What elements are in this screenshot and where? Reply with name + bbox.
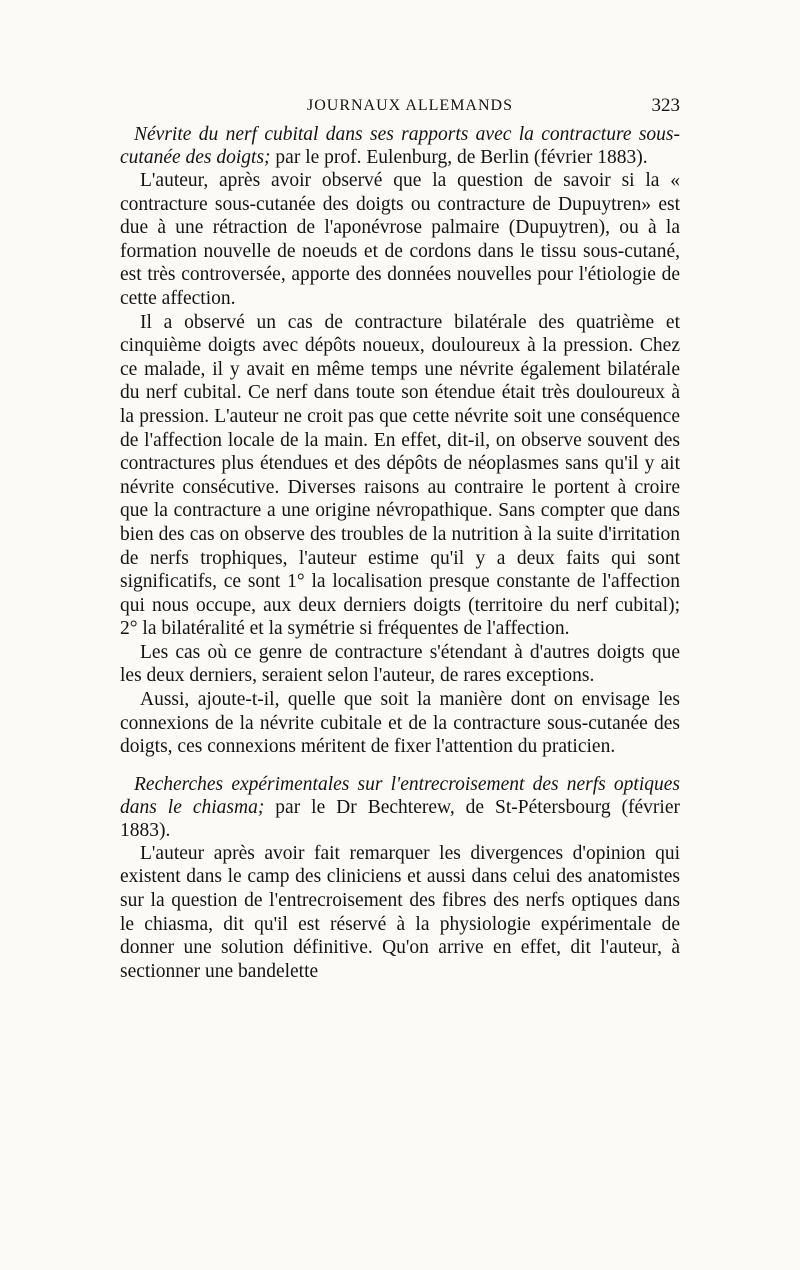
paragraph: Aussi, ajoute-t-il, quelle que soit la manière dont on envisage les connexions de la névrite cubitale et de la contracture sous-cutanée des doigts, ces connexions méritent de fixer l'attention du praticien.: [120, 689, 680, 758]
paragraph: L'auteur, après avoir observé que la question de savoir si la « contracture sous-cutanée des doigts ou contracture de Dupuytren» est due à une rétraction de l'aponévrose palmaire (Dupuytren), ou à la formation nouvelle de noeuds et de cordons dans le tissu sous-cutané, est très controversée, apporte des données nouvelles pour l'étiologie de cette affection.: [120, 170, 680, 309]
article-bechterew: [120, 773, 680, 984]
running-head: [120, 95, 680, 123]
paragraph: Les cas où ce genre de contracture s'étendant à d'autres doigts que les deux derniers, seraient selon l'auteur, de rares exceptions.: [120, 641, 680, 687]
article-title: [120, 773, 680, 842]
article-title-byline: par le prof. Eulenburg, de Berlin (février 1883).: [270, 147, 648, 168]
document-page: [120, 95, 680, 983]
article-title-byline: par le Dr Bechterew, de St-Pétersbourg (février 1883).: [120, 796, 680, 841]
paragraph: Il a observé un cas de contracture bilatérale des quatrième et cinquième doigts avec dépôts noueux, douloureux à la pression. Chez ce malade, il y avait en même temps une névrite également bilatérale du nerf cubital. Ce nerf dans toute son étendue était très douloureux à la pression. L'auteur ne croit pas que cette névrite soit une conséquence de l'affection locale de la main. En effet, dit-il, on observe souvent des contractures plus étendues et des dépôts de néoplasmes sans qu'il y ait névrite consécutive. Diverses raisons au contraire le portent à croire que la contracture a une origine névropathique. Sans compter que dans bien des cas on observe des troubles de la nutrition à la suite d'irritation de nerfs trophiques, l'auteur estime qu'il y a deux faits qui sont significatifs, ce sont 1° la localisation presque constante de l'affection qui nous occupe, aux deux derniers doigts (territoire du nerf cubital); 2° la bilatéralité et la symétrie si fréquentes de l'affection.: [120, 311, 680, 640]
article-title-italic: Névrite du nerf cubital dans ses rapports avec la contracture sous-cutanée des doigts;: [120, 124, 680, 168]
page-number: 323: [651, 95, 680, 116]
article-title: [120, 123, 680, 169]
article-title-italic: Recherches expérimentales sur l'entrecroisement des nerfs optiques dans le chiasma;: [120, 773, 680, 818]
running-title: JOURNAUX ALLEMANDS: [306, 97, 513, 114]
paragraph: L'auteur après avoir fait remarquer les divergences d'opinion qui existent dans le camp des cliniciens et aussi dans celui des anatomistes sur la question de l'entrecroisement des fibres des nerfs optiques dans le chiasma, dit qu'il est réservé à la physiologie expérimentale de donner une solution définitive. Qu'on arrive en effet, dit l'auteur, à sectionner une bandelette: [120, 842, 680, 982]
article-eulenburg: [120, 123, 680, 759]
